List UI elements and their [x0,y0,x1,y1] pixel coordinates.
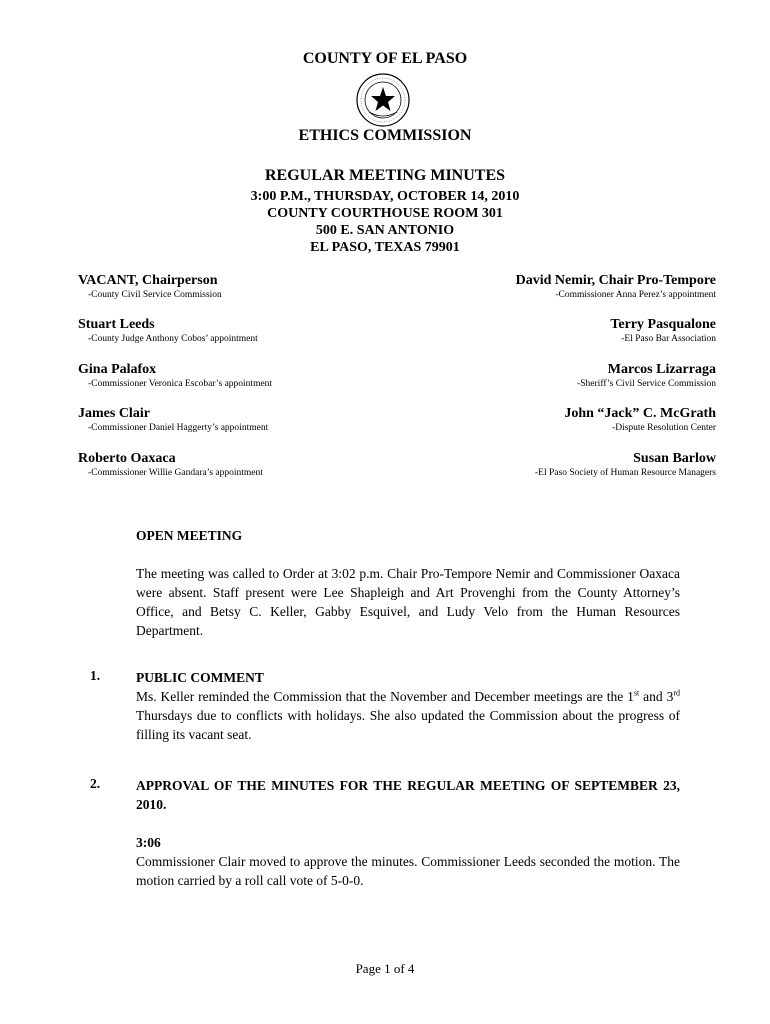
approval-time: 3:06 [136,835,161,850]
item-number: 2. [90,776,101,791]
member-name: Stuart Leeds [78,317,155,332]
meeting-street: 500 E. SAN ANTONIO [315,223,455,238]
member-right [577,362,716,390]
approval-body: Commissioner Clair moved to approve the minutes. Commissioner Leeds seconded the motion. The motion carried by a roll call vote of 5-0-0. [136,854,680,888]
member-name: Susan Barlow [633,451,716,466]
member-role: -Commissioner Veronica Escobar’s appointment [88,379,273,389]
public-comment-title: PUBLIC COMMENT [136,670,264,685]
member-name: Gina Palafox [78,362,157,377]
open-meeting-section [136,526,680,640]
member-role: -Commissioner Willie Gandara’s appointment [88,468,263,478]
member-name: Terry Pasqualone [610,317,716,332]
member-name: Marcos Lizarraga [607,362,716,377]
public-comment-body: Ms. Keller reminded the Commission that the November and December meetings are the 1st and 3rd Thursdays due to conflicts with holidays. She also updated the Commission about the progress of filling its vacant seat. [136,688,680,742]
member-role: -County Judge Anthony Cobos’ appointment [88,334,258,344]
county-title: COUNTY OF EL PASO [302,50,468,67]
member-role: -County Civil Service Commission [88,290,222,300]
meeting-city: EL PASO, TEXAS 79901 [310,240,460,255]
minutes-title: REGULAR MEETING MINUTES [264,167,506,184]
member-name: David Nemir, Chair Pro-Tempore [515,273,716,288]
member-name: VACANT, Chairperson [78,273,218,288]
county-seal-icon [355,72,411,128]
member-role: -Commissioner Anna Perez’s appointment [555,290,716,300]
member-role: -Sheriff’s Civil Service Commission [577,379,716,389]
member-name: James Clair [78,406,150,421]
member-role: -Commissioner Daniel Haggerty’s appointment [88,423,269,433]
member-name: Roberto Oaxaca [78,451,176,466]
member-left [78,362,272,390]
member-role: -El Paso Bar Association [621,334,716,344]
member-right [535,451,716,479]
open-meeting-body: The meeting was called to Order at 3:02 p.m. Chair Pro-Tempore Nemir and Commissioner Oaxaca were absent. Staff present were Lee Shapleigh and Art Provenghi from the County Attorney’s Office, and Betsy C. Keller, Gabby Esquivel, and Ludy Velo from the Human Resources Department. [136,566,680,638]
item-number: 1. [90,668,101,683]
member-left [78,273,222,301]
page-number: Page 1 of 4 [355,961,415,976]
member-left [78,317,258,345]
member-name: John “Jack” C. McGrath [564,406,716,421]
member-right [516,273,716,301]
member-right [610,317,716,345]
member-role: -Dispute Resolution Center [612,423,716,433]
approval-title: APPROVAL OF THE MINUTES FOR THE REGULAR MEETING OF SEPTEMBER 23, 2010. [136,778,680,812]
approval-section [136,776,680,890]
member-role: -El Paso Society of Human Resource Managers [535,468,716,478]
commission-title: ETHICS COMMISSION [298,127,472,144]
open-meeting-title: OPEN MEETING [136,528,243,543]
member-right [564,406,716,434]
meeting-room: COUNTY COURTHOUSE ROOM 301 [267,206,503,221]
member-left [78,406,268,434]
member-left [78,451,263,479]
public-comment-section [136,668,680,744]
meeting-datetime: 3:00 P.M., THURSDAY, OCTOBER 14, 2010 [250,189,520,204]
